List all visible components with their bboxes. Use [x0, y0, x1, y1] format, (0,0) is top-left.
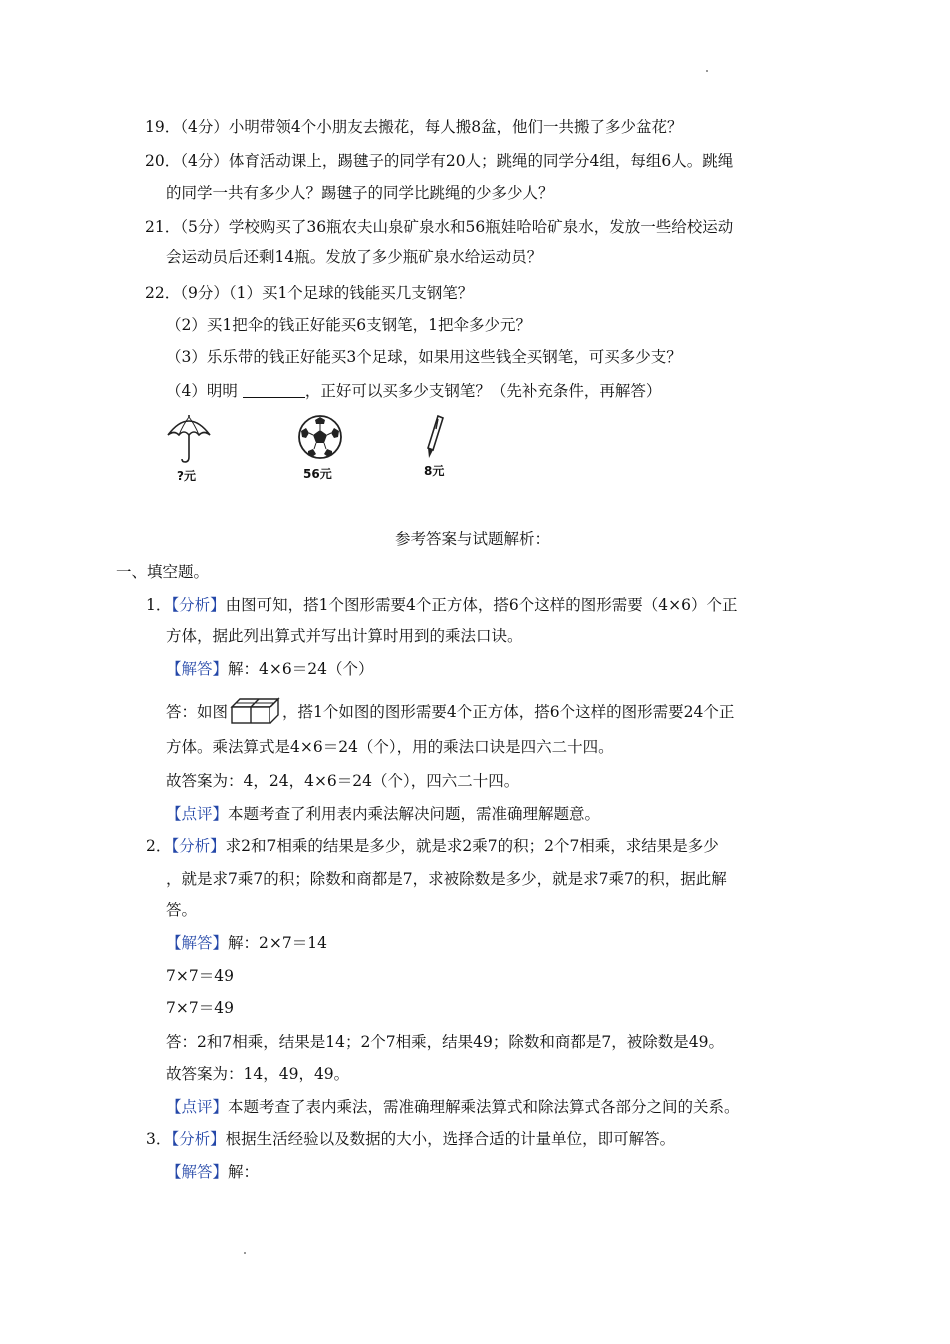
answer-1-comment-text: 本题考查了利用表内乘法解决问题，需准确理解题意。 — [228, 805, 601, 823]
answer-2-comment-text: 本题考查了表内乘法，需准确理解乘法算式和除法算式各部分之间的关系。 — [228, 1098, 740, 1116]
question-22-line4-end: ，正好可以买多少支钢笔？（先补充条件，再解答） — [304, 382, 662, 400]
answer-3-solution-text: 解： — [228, 1163, 260, 1181]
answer-2-statement: 答：2和7相乘，结果是14；2个7相乘，结果49；除数和商都是7，被除数是49。 — [166, 1033, 724, 1051]
analysis-tag: 【分析】 — [171, 837, 226, 855]
answer-2-number: 2． — [146, 837, 172, 855]
umbrella-price: ?元 — [177, 469, 196, 483]
question-22-line2: （2）买1把伞的钱正好能买6支钢笔，1把伞多少元？ — [166, 316, 531, 334]
answer-2-analysis-text: 求2和7相乘的结果是多少，就是求2乘7的积；2个7相乘，求结果是多少 — [225, 837, 719, 855]
answer-2-solution — [166, 932, 327, 954]
answer-1-final: 故答案为：4，24，4×6＝24（个），四六二十四。 — [166, 772, 520, 790]
question-21-line1: 21．（5分）学校购买了36瓶农夫山泉矿泉水和56瓶娃哈哈矿泉水，发放一些给校运动 — [145, 218, 734, 236]
answer-2-final: 故答案为：14，49，49。 — [166, 1065, 350, 1083]
football-price: 56元 — [303, 467, 332, 481]
scan-dot — [244, 1252, 246, 1254]
answer-3-number: 3． — [146, 1130, 172, 1148]
solution-tag: 【解答】 — [166, 1163, 229, 1181]
question-22-line4-start: （4）明明 — [166, 382, 238, 400]
answer-2-analysis-line2: ，就是求7乘7的积；除数和商都是7，求被除数是多少，就是求7乘7的积，据此解 — [166, 870, 727, 888]
question-22-line4 — [166, 380, 661, 402]
answer-3-solution — [166, 1161, 259, 1183]
cube-figure-icon — [230, 697, 280, 725]
answer-2-analysis-line3: 答。 — [166, 901, 198, 919]
answer-2-solution-text: 解：2×7＝14 — [228, 934, 327, 952]
section-fill-blank: 一、填空题。 — [116, 563, 210, 581]
answer-2-calc-2: 7×7＝49 — [166, 999, 234, 1017]
answer-1-statement-end: ，搭1个如图的图形需要4个正方体，搭6个这样的图形需要24个正 — [282, 703, 735, 721]
question-20-line1: 20．（4分）体育活动课上，踢毽子的同学有20人；跳绳的同学分4组，每组6人。跳绳 — [145, 152, 734, 170]
answer-1-solution — [166, 658, 373, 680]
answer-2-comment — [166, 1096, 740, 1118]
solution-tag: 【解答】 — [166, 934, 229, 952]
answer-1-analysis-line1 — [146, 594, 737, 616]
answer-1-statement-line1 — [166, 697, 734, 725]
answers-title: 参考答案与试题解析： — [395, 530, 551, 548]
question-20-line2: 的同学一共有多少人？踢毽子的同学比跳绳的少多少人？ — [166, 184, 554, 202]
football-icon — [296, 413, 344, 463]
answer-3-analysis — [146, 1128, 675, 1150]
answer-1-solution-text: 解：4×6＝24（个） — [228, 660, 374, 678]
analysis-tag: 【分析】 — [171, 596, 226, 614]
comment-tag: 【点评】 — [166, 805, 229, 823]
analysis-tag: 【分析】 — [171, 1130, 226, 1148]
answer-1-analysis-text: 由图可知，搭1个图形需要4个正方体，搭6个这样的图形需要（4×6）个正 — [225, 596, 738, 614]
question-22-line1: 22．（9分）（1）买1个足球的钱能买几支钢笔？ — [145, 284, 474, 302]
fill-blank[interactable] — [243, 381, 305, 398]
umbrella-icon — [165, 413, 213, 465]
answer-1-statement-start: 答：如图 — [166, 703, 229, 721]
question-21-line2: 会运动员后还剩14瓶。发放了多少瓶矿泉水给运动员？ — [166, 248, 543, 266]
answer-2-calc-1: 7×7＝49 — [166, 967, 234, 985]
answer-1-analysis-line2: 方体，据此列出算式并写出计算时用到的乘法口诀。 — [166, 627, 523, 645]
answer-3-analysis-text: 根据生活经验以及数据的大小，选择合适的计量单位，即可解答。 — [225, 1130, 676, 1148]
scan-dot — [706, 70, 708, 72]
comment-tag: 【点评】 — [166, 1098, 229, 1116]
answer-2-analysis-line1 — [146, 835, 719, 857]
solution-tag: 【解答】 — [166, 660, 229, 678]
question-22-line3: （3）乐乐带的钱正好能买3个足球，如果用这些钱全买钢笔，可买多少支？ — [166, 348, 682, 366]
answer-1-number: 1． — [146, 596, 172, 614]
question-19: 19．（4分）小明带领4个小朋友去搬花，每人搬8盆，他们一共搬了多少盆花？ — [145, 118, 683, 136]
pen-price: 8元 — [424, 464, 445, 478]
answer-1-statement-line2: 方体。乘法算式是4×6＝24（个），用的乘法口诀是四六二十四。 — [166, 738, 614, 756]
pen-icon — [420, 413, 448, 463]
answer-1-comment — [166, 803, 600, 825]
